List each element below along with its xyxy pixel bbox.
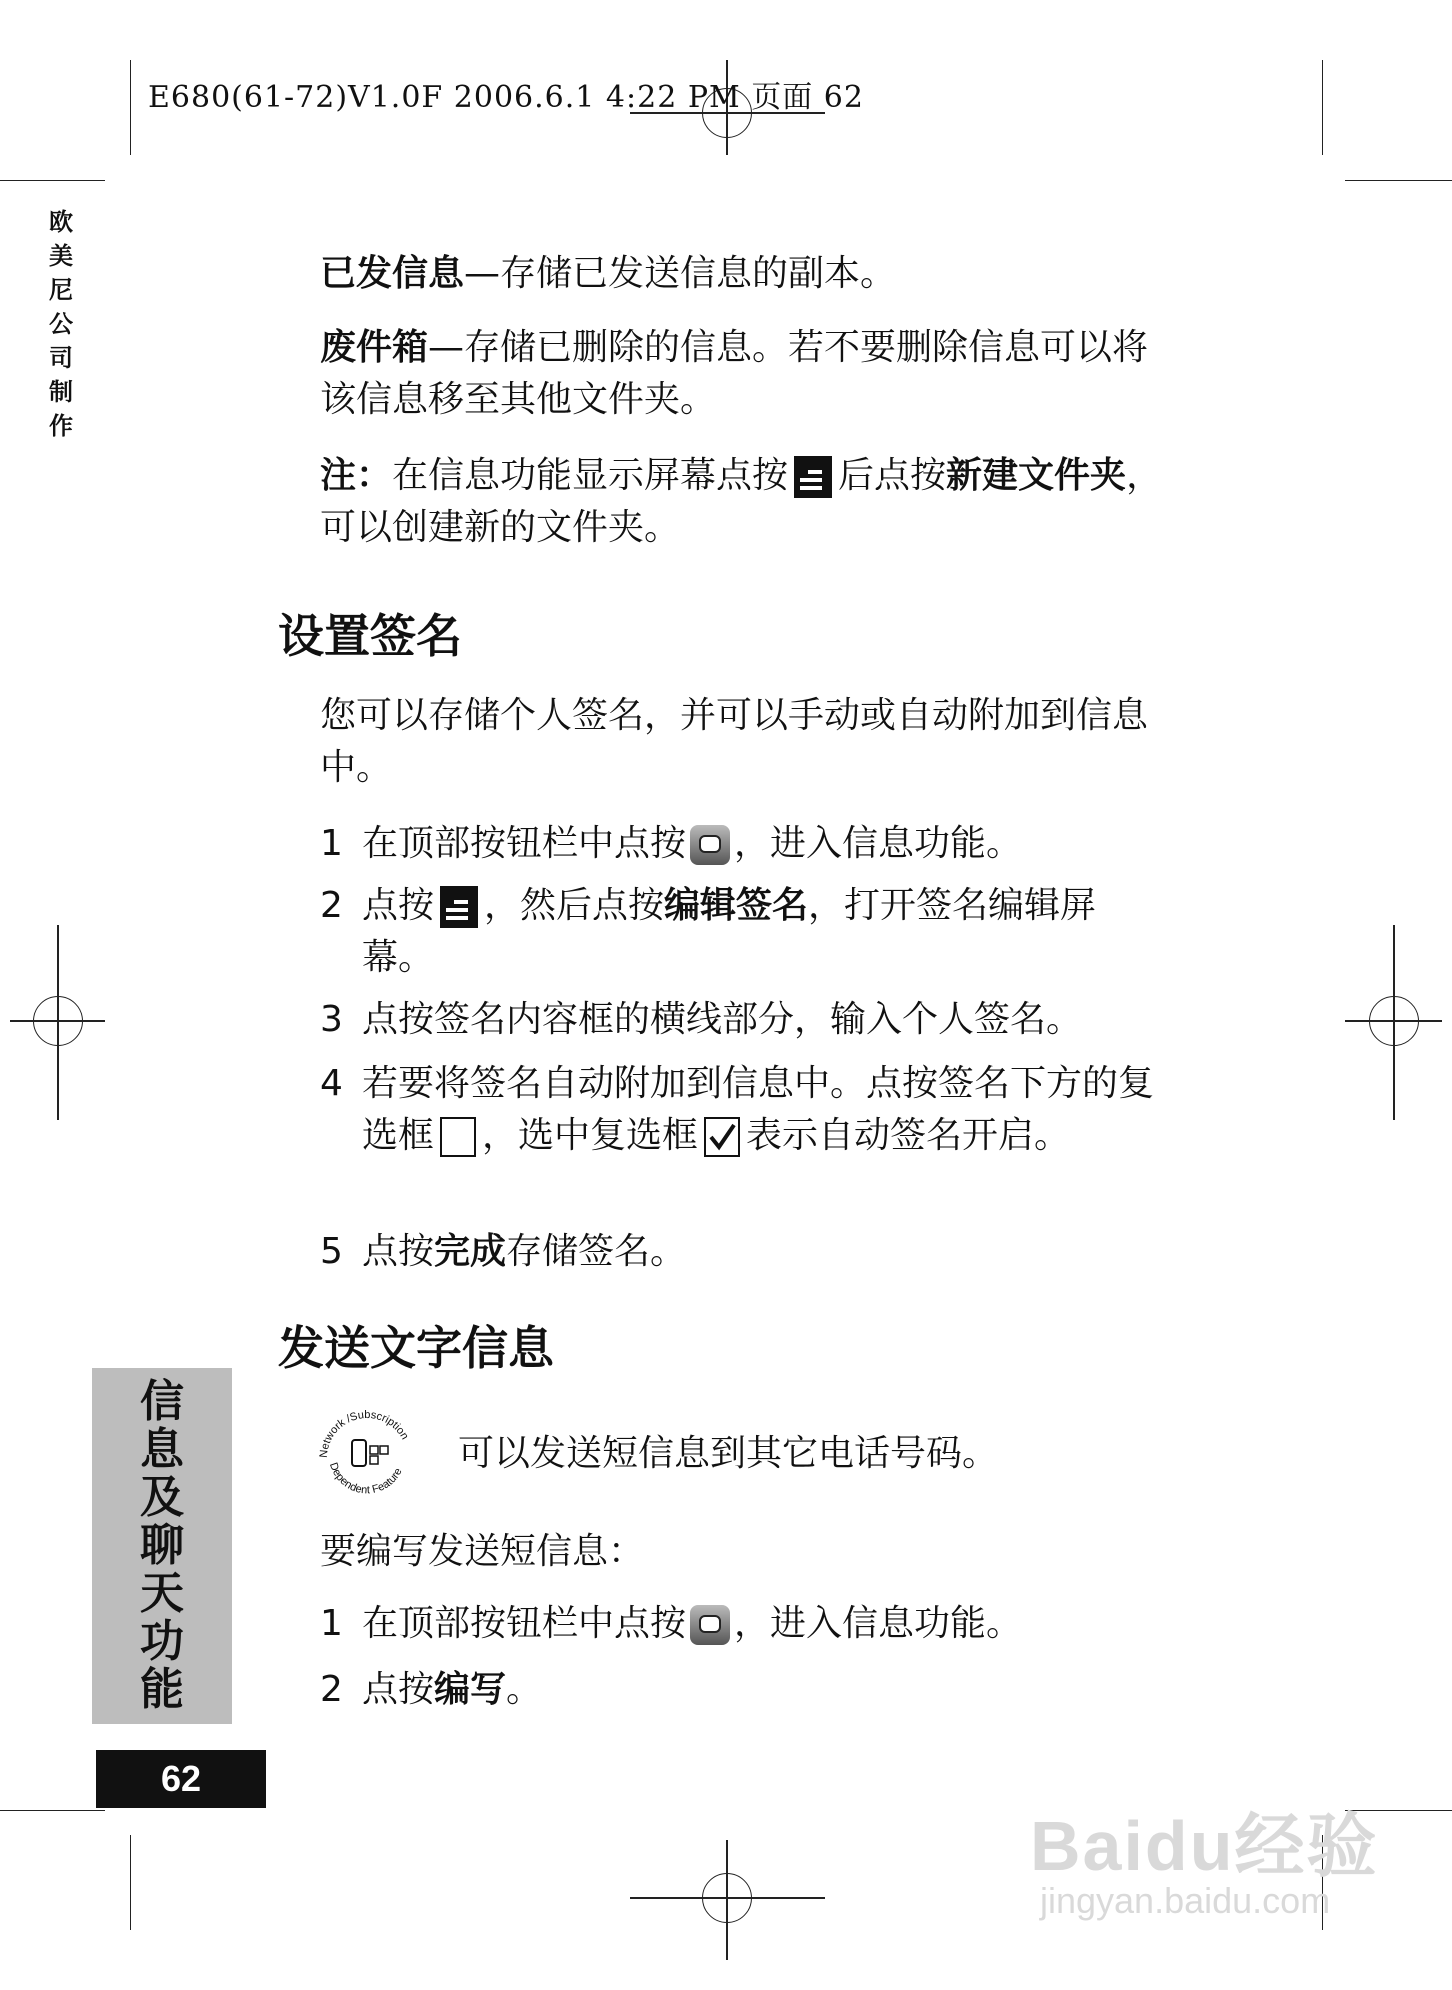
network-feature-badge-icon — [312, 1398, 422, 1508]
compose-label: 编写 — [434, 1669, 507, 1710]
step-number: 5 — [320, 1231, 343, 1272]
step-text: 点按 — [362, 1231, 435, 1272]
credit-char: 制 — [49, 378, 73, 406]
signature-step-2 — [320, 880, 1165, 984]
send-step-2 — [320, 1664, 1165, 1716]
crop-mark — [1345, 180, 1452, 181]
sent-folder-title: 已发信息 — [320, 253, 465, 294]
registration-line — [630, 1897, 825, 1899]
chapter-char: 功 — [140, 1616, 184, 1667]
checkbox-empty-icon — [440, 1117, 476, 1157]
registration-line — [726, 1840, 728, 1960]
feature-text: 可以发送短信息到其它电话号码。 — [458, 1433, 999, 1474]
step-number: 1 — [320, 823, 343, 864]
chapter-char: 天 — [140, 1568, 184, 1619]
trash-folder-desc — [320, 322, 1165, 426]
step-number: 2 — [320, 885, 343, 926]
section-heading-send-text: 发送文字信息 — [278, 1321, 554, 1375]
step-text: ，选中复选框 — [482, 1115, 699, 1156]
chapter-char: 能 — [140, 1664, 184, 1715]
crop-mark — [0, 1810, 105, 1811]
credit-char: 公 — [49, 310, 73, 338]
chapter-char: 信 — [140, 1376, 184, 1427]
signature-step-3 — [320, 994, 1165, 1046]
step-text: 表示自动签名开启。 — [746, 1115, 1071, 1156]
message-icon — [690, 1605, 730, 1645]
svg-text:Network /Subscription — [318, 1409, 411, 1458]
credit-char: 司 — [49, 344, 73, 372]
send-text-intro: 要编写发送短信息： — [320, 1531, 645, 1572]
chapter-side-tab — [92, 1368, 232, 1724]
menu-icon — [794, 456, 832, 498]
trash-folder-title: 废件箱 — [320, 327, 429, 368]
step-text: 在顶部按钮栏中点按 — [362, 823, 687, 864]
sent-folder-desc — [320, 248, 1165, 300]
signature-step-4 — [320, 1058, 1165, 1162]
badge-top-text: Network /Subscription — [317, 1408, 411, 1459]
badge-bottom-text: Dependent Feature — [326, 1461, 405, 1497]
checkbox-checked-icon — [704, 1117, 740, 1157]
step-text: ，然后点按 — [484, 885, 665, 926]
note-text: 后点按 — [838, 455, 947, 496]
note-text: 在信息功能显示屏幕点按 — [392, 455, 789, 496]
chapter-char: 及 — [140, 1472, 184, 1523]
step-number: 4 — [320, 1063, 343, 1104]
step-text: 存储签名。 — [506, 1231, 687, 1272]
done-label: 完成 — [434, 1231, 507, 1272]
page-number: 62 — [96, 1750, 266, 1808]
step-text: 点按 — [362, 1669, 435, 1710]
signature-intro: 您可以存储个人签名，并可以手动或自动附加到信息中。 — [320, 695, 1149, 788]
step-number: 1 — [320, 1603, 343, 1644]
step-number: 3 — [320, 999, 343, 1040]
crop-mark — [130, 60, 131, 155]
message-icon — [690, 825, 730, 865]
step-text: 在顶部按钮栏中点按 — [362, 1603, 687, 1644]
credit-char: 作 — [49, 412, 73, 440]
credit-char: 美 — [49, 242, 73, 270]
section-heading-signature: 设置签名 — [278, 609, 462, 663]
svg-text:Dependent Feature — [327, 1461, 405, 1496]
crop-mark — [0, 180, 105, 181]
chapter-char: 聊 — [140, 1520, 184, 1571]
step-text: ，打开签名编辑屏幕。 — [362, 885, 1097, 978]
edit-signature-label: 编辑签名 — [664, 885, 809, 926]
credit-char: 欧 — [49, 208, 73, 236]
vertical-credit — [44, 205, 78, 443]
step-number: 2 — [320, 1669, 343, 1710]
note-label: 注： — [320, 455, 393, 496]
trash-folder-text: —存储已删除的信息。若不要删除信息可以将该信息移至其他文件夹。 — [320, 327, 1149, 420]
crop-mark — [130, 1835, 131, 1930]
step-text: ，进入信息功能。 — [734, 823, 1023, 864]
print-header-stamp: E680(61-72)V1.0F 2006.6.1 4:22 PM 页面 62 — [148, 80, 864, 115]
step-text: 点按 — [362, 885, 435, 926]
send-step-1 — [320, 1598, 1165, 1650]
watermark-logo: Baidu经验 — [1030, 1807, 1379, 1885]
signature-step-5 — [320, 1226, 1165, 1278]
sent-folder-text: —存储已发送信息的副本。 — [464, 253, 897, 294]
new-folder-label: 新建文件夹 — [946, 455, 1127, 496]
signature-step-1 — [320, 818, 1165, 870]
registration-line — [57, 925, 59, 1120]
registration-line — [1393, 925, 1395, 1120]
menu-icon — [440, 886, 478, 928]
step-text: 。 — [506, 1669, 543, 1710]
crop-mark — [1322, 60, 1323, 155]
step-text: 若要将签名自动附加到信息中。点按签名下方的复选框 — [362, 1063, 1155, 1156]
note-text: ，可以创建新的文件夹。 — [320, 455, 1163, 548]
step-text: 点按签名内容框的横线部分，输入个人签名。 — [362, 999, 1083, 1040]
chapter-char: 息 — [140, 1424, 184, 1475]
step-text: ，进入信息功能。 — [734, 1603, 1023, 1644]
credit-char: 尼 — [49, 276, 73, 304]
note-paragraph — [320, 450, 1165, 554]
watermark-url: jingyan.baidu.com — [1040, 1880, 1331, 1921]
